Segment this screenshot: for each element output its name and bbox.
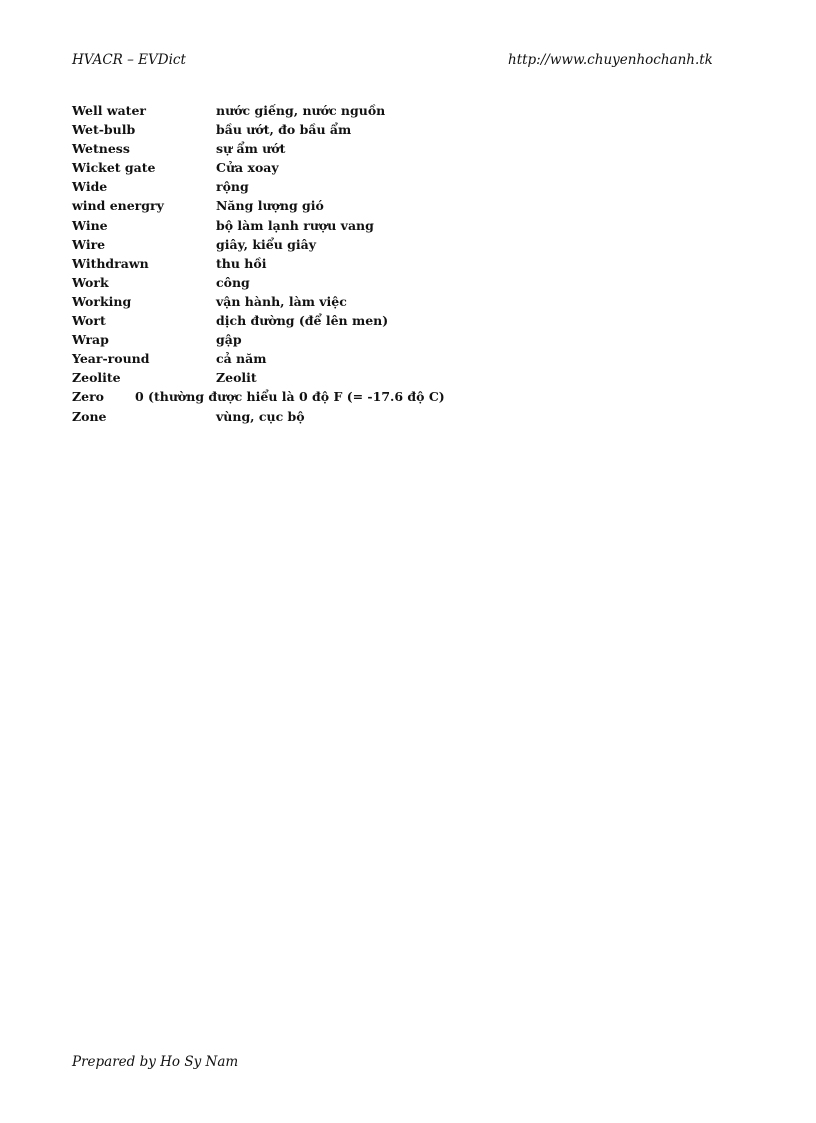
glossary-entry <box>72 101 445 120</box>
glossary-entry <box>72 177 445 196</box>
glossary-entry <box>72 349 445 368</box>
entry-term: Zone <box>72 408 107 424</box>
entry-term: Wet-bulb <box>72 122 136 138</box>
entry-term: Wort <box>72 313 106 329</box>
glossary-entry <box>72 139 445 158</box>
glossary-list <box>72 101 445 426</box>
entry-definition: công <box>216 274 250 290</box>
entry-term: Wire <box>72 236 106 252</box>
glossary-entry <box>72 235 445 254</box>
entry-term: wind energry <box>72 198 164 214</box>
entry-definition: Zeolit <box>216 370 257 386</box>
glossary-entry <box>72 387 445 406</box>
entry-definition: sự ẩm ướt <box>216 141 286 157</box>
entry-definition: thu hồi <box>216 255 267 271</box>
entry-term: Zeolite <box>72 370 121 386</box>
entry-definition: giây, kiểu giây <box>216 236 317 252</box>
glossary-entry <box>72 273 445 292</box>
glossary-entry <box>72 120 445 139</box>
entry-term: Withdrawn <box>72 255 149 271</box>
glossary-entry <box>72 196 445 215</box>
entry-term: Wide <box>72 179 108 195</box>
glossary-entry <box>72 407 445 426</box>
entry-definition: bầu ướt, đo bầu ẩm <box>216 122 352 138</box>
entry-term: Wine <box>72 217 108 233</box>
glossary-entry <box>72 311 445 330</box>
entry-definition: bộ làm lạnh rượu vang <box>216 217 374 233</box>
entry-term: Wicket gate <box>72 160 156 176</box>
entry-definition: 0 (thường được hiểu là 0 độ F (= -17.6 độ C) <box>135 389 445 405</box>
header-title: HVACR – EVDict <box>72 52 186 68</box>
entry-term: Year-round <box>72 351 150 367</box>
footer-credit: Prepared by Ho Sy Nam <box>72 1054 239 1070</box>
entry-definition: rộng <box>216 179 249 195</box>
header-url: http://www.chuyenhochanh.tk <box>508 52 713 68</box>
entry-definition: Năng lượng gió <box>216 198 324 214</box>
entry-definition: Cửa xoay <box>216 160 279 176</box>
glossary-entry <box>72 158 445 177</box>
entry-term: Well water <box>72 103 146 118</box>
glossary-entry <box>72 292 445 311</box>
entry-term: Wetness <box>72 141 130 157</box>
entry-definition: dịch đường (để lên men) <box>216 313 389 329</box>
entry-definition: vận hành, làm việc <box>216 293 347 309</box>
entry-term: Wrap <box>72 332 109 348</box>
entry-term: Zero <box>72 389 105 405</box>
glossary-entry <box>72 216 445 235</box>
entry-definition: nước giếng, nước nguồn <box>216 103 386 118</box>
glossary-entry <box>72 254 445 273</box>
glossary-entry <box>72 368 445 387</box>
glossary-entry <box>72 330 445 349</box>
entry-term: Working <box>72 293 132 309</box>
entry-term: Work <box>72 274 109 290</box>
entry-definition: cả năm <box>216 351 267 367</box>
entry-definition: vùng, cục bộ <box>216 408 305 424</box>
entry-definition: gập <box>216 332 242 348</box>
